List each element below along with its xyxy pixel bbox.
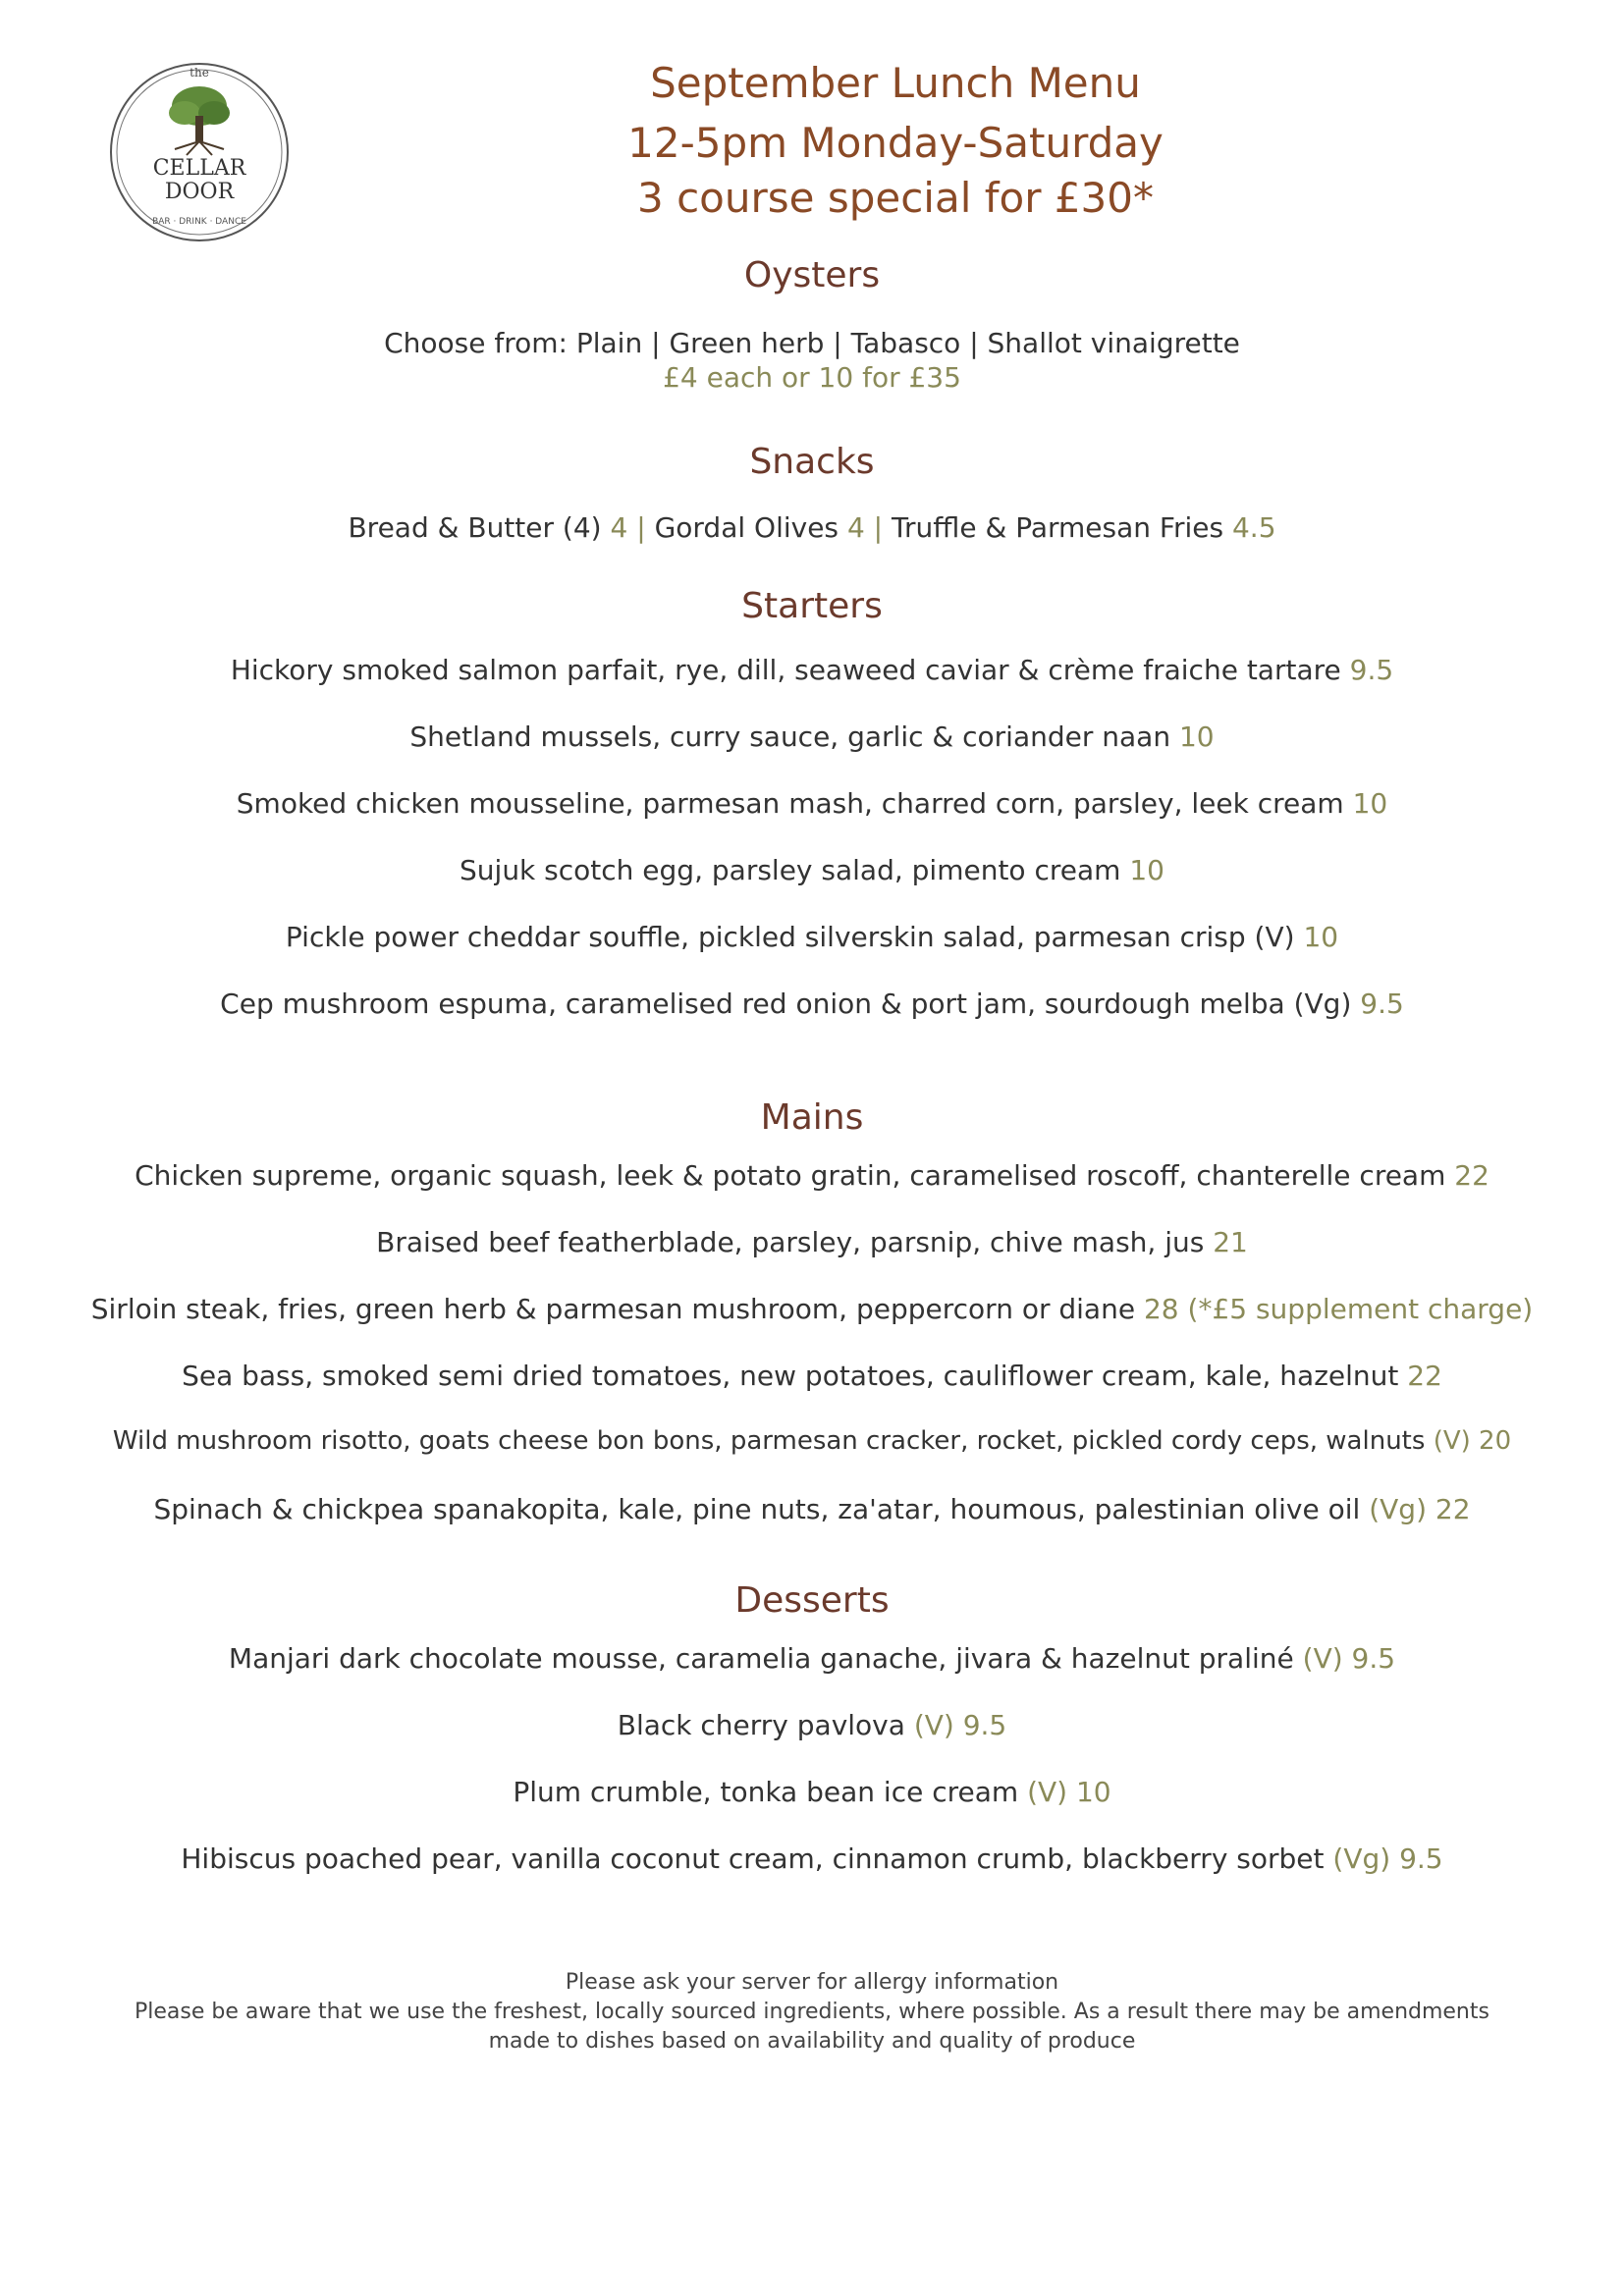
snack-item-price: 4.5 (1231, 511, 1276, 544)
footer-notes (0, 1968, 1624, 2056)
item-name: Manjari dark chocolate mousse, caramelia ganache, jivara & hazelnut praliné (228, 1642, 1294, 1675)
item-name: Sirloin steak, fries, green herb & parmesan mushroom, peppercorn or diane (90, 1293, 1136, 1325)
item-price: 10 (1352, 787, 1388, 820)
item-price: 9.5 (1360, 988, 1404, 1020)
item-price: (V) 20 (1433, 1426, 1512, 1456)
item-name: Smoked chicken mousseline, parmesan mash, charred corn, parsley, leek cream (236, 787, 1344, 820)
item-price: (Vg) 22 (1369, 1493, 1471, 1525)
item-name: Shetland mussels, curry sauce, garlic & coriander naan (409, 721, 1171, 753)
menu-title: September Lunch Menu (650, 59, 1141, 107)
menu-item (0, 1642, 1624, 1709)
menu-item (0, 1293, 1624, 1360)
snack-item-name: Gordal Olives (654, 511, 839, 544)
menu-special: 3 course special for £30* (637, 174, 1154, 222)
ingredients-note-cont: made to dishes based on availability and quality of produce (488, 2029, 1136, 2054)
snack-item-name: Truffle & Parmesan Fries (892, 511, 1224, 544)
desserts-heading: Desserts (734, 1580, 890, 1621)
item-name: Spinach & chickpea spanakopita, kale, pine nuts, za'atar, houmous, palestinian olive oil (153, 1493, 1361, 1525)
item-price: (V) 9.5 (913, 1709, 1007, 1741)
menu-item (0, 1159, 1624, 1226)
item-name: Sujuk scotch egg, parsley salad, pimento cream (460, 854, 1121, 886)
snacks-section (0, 442, 1624, 544)
snack-item-price: 4 (846, 511, 865, 544)
item-price: 10 (1178, 721, 1215, 753)
desserts-section (0, 1580, 1624, 1909)
menu-item (0, 721, 1624, 787)
item-price: 22 (1454, 1159, 1489, 1192)
starters-heading: Starters (741, 586, 883, 626)
item-price: 9.5 (1349, 654, 1394, 686)
item-price: 10 (1303, 921, 1339, 953)
menu-item (0, 1709, 1624, 1776)
mains-section (0, 1097, 1624, 1560)
oysters-section (0, 255, 1624, 394)
menu-item (0, 1842, 1624, 1909)
item-name: Black cherry pavlova (617, 1709, 905, 1741)
menu-item (0, 1226, 1624, 1293)
item-name: Hickory smoked salmon parfait, rye, dill, seaweed caviar & crème fraiche tartare (230, 654, 1341, 686)
menu-item (0, 1426, 1624, 1493)
separator: | (873, 511, 884, 544)
item-name: Sea bass, smoked semi dried tomatoes, new potatoes, cauliflower cream, kale, hazelnut (182, 1360, 1399, 1392)
menu-hours: 12-5pm Monday-Saturday (627, 119, 1164, 167)
item-price: (V) 9.5 (1302, 1642, 1396, 1675)
menu-header (0, 54, 1624, 223)
item-name: Chicken supreme, organic squash, leek & potato gratin, caramelised roscoff, chanterelle cream (135, 1159, 1446, 1192)
item-name: Braised beef featherblade, parsley, parsnip, chive mash, jus (376, 1226, 1205, 1258)
separator: | (636, 511, 646, 544)
menu-item (0, 921, 1624, 988)
item-name: Plum crumble, tonka bean ice cream (513, 1776, 1019, 1808)
item-price: 10 (1129, 854, 1164, 886)
item-price: 22 (1407, 1360, 1442, 1392)
menu-item (0, 787, 1624, 854)
menu-item (0, 1360, 1624, 1426)
menu-item (0, 988, 1624, 1054)
mains-heading: Mains (760, 1097, 864, 1138)
item-name: Cep mushroom espuma, caramelised red onion & port jam, sourdough melba (Vg) (220, 988, 1352, 1020)
item-price: (V) 10 (1027, 1776, 1111, 1808)
item-name: Hibiscus poached pear, vanilla coconut cream, cinnamon crumb, blackberry sorbet (181, 1842, 1325, 1875)
snacks-line (0, 511, 1624, 544)
logo-brand-line2: DOOR (164, 180, 235, 204)
logo-tagline: BAR · DRINK · DANCE (152, 217, 246, 227)
menu-item (0, 1493, 1624, 1560)
item-price: 28 (*£5 supplement charge) (1143, 1293, 1534, 1325)
allergy-note: Please ask your server for allergy information (565, 1970, 1059, 1995)
oysters-choices: Choose from: Plain | Green herb | Tabasco | Shallot vinaigrette (384, 327, 1240, 359)
ingredients-note: Please be aware that we use the freshest, locally sourced ingredients, where possible. As a result there may be amendments (135, 2000, 1489, 2024)
logo-top-text: the (189, 66, 209, 80)
snack-item-name: Bread & Butter (4) (348, 511, 602, 544)
item-price: 21 (1213, 1226, 1248, 1258)
logo-brand-line1: CELLAR (152, 156, 246, 181)
menu-item (0, 1776, 1624, 1842)
snacks-heading: Snacks (749, 442, 875, 482)
oysters-heading: Oysters (743, 255, 881, 295)
item-name: Wild mushroom risotto, goats cheese bon bons, parmesan cracker, rocket, pickled cordy ceps, walnuts (112, 1426, 1426, 1456)
starters-section (0, 586, 1624, 1054)
item-name: Pickle power cheddar souffle, pickled silverskin salad, parmesan crisp (V) (285, 921, 1295, 953)
oysters-price: £4 each or 10 for £35 (663, 361, 961, 394)
menu-item (0, 854, 1624, 921)
menu-item (0, 654, 1624, 721)
snack-item-price: 4 (610, 511, 628, 544)
item-price: (Vg) 9.5 (1332, 1842, 1443, 1875)
